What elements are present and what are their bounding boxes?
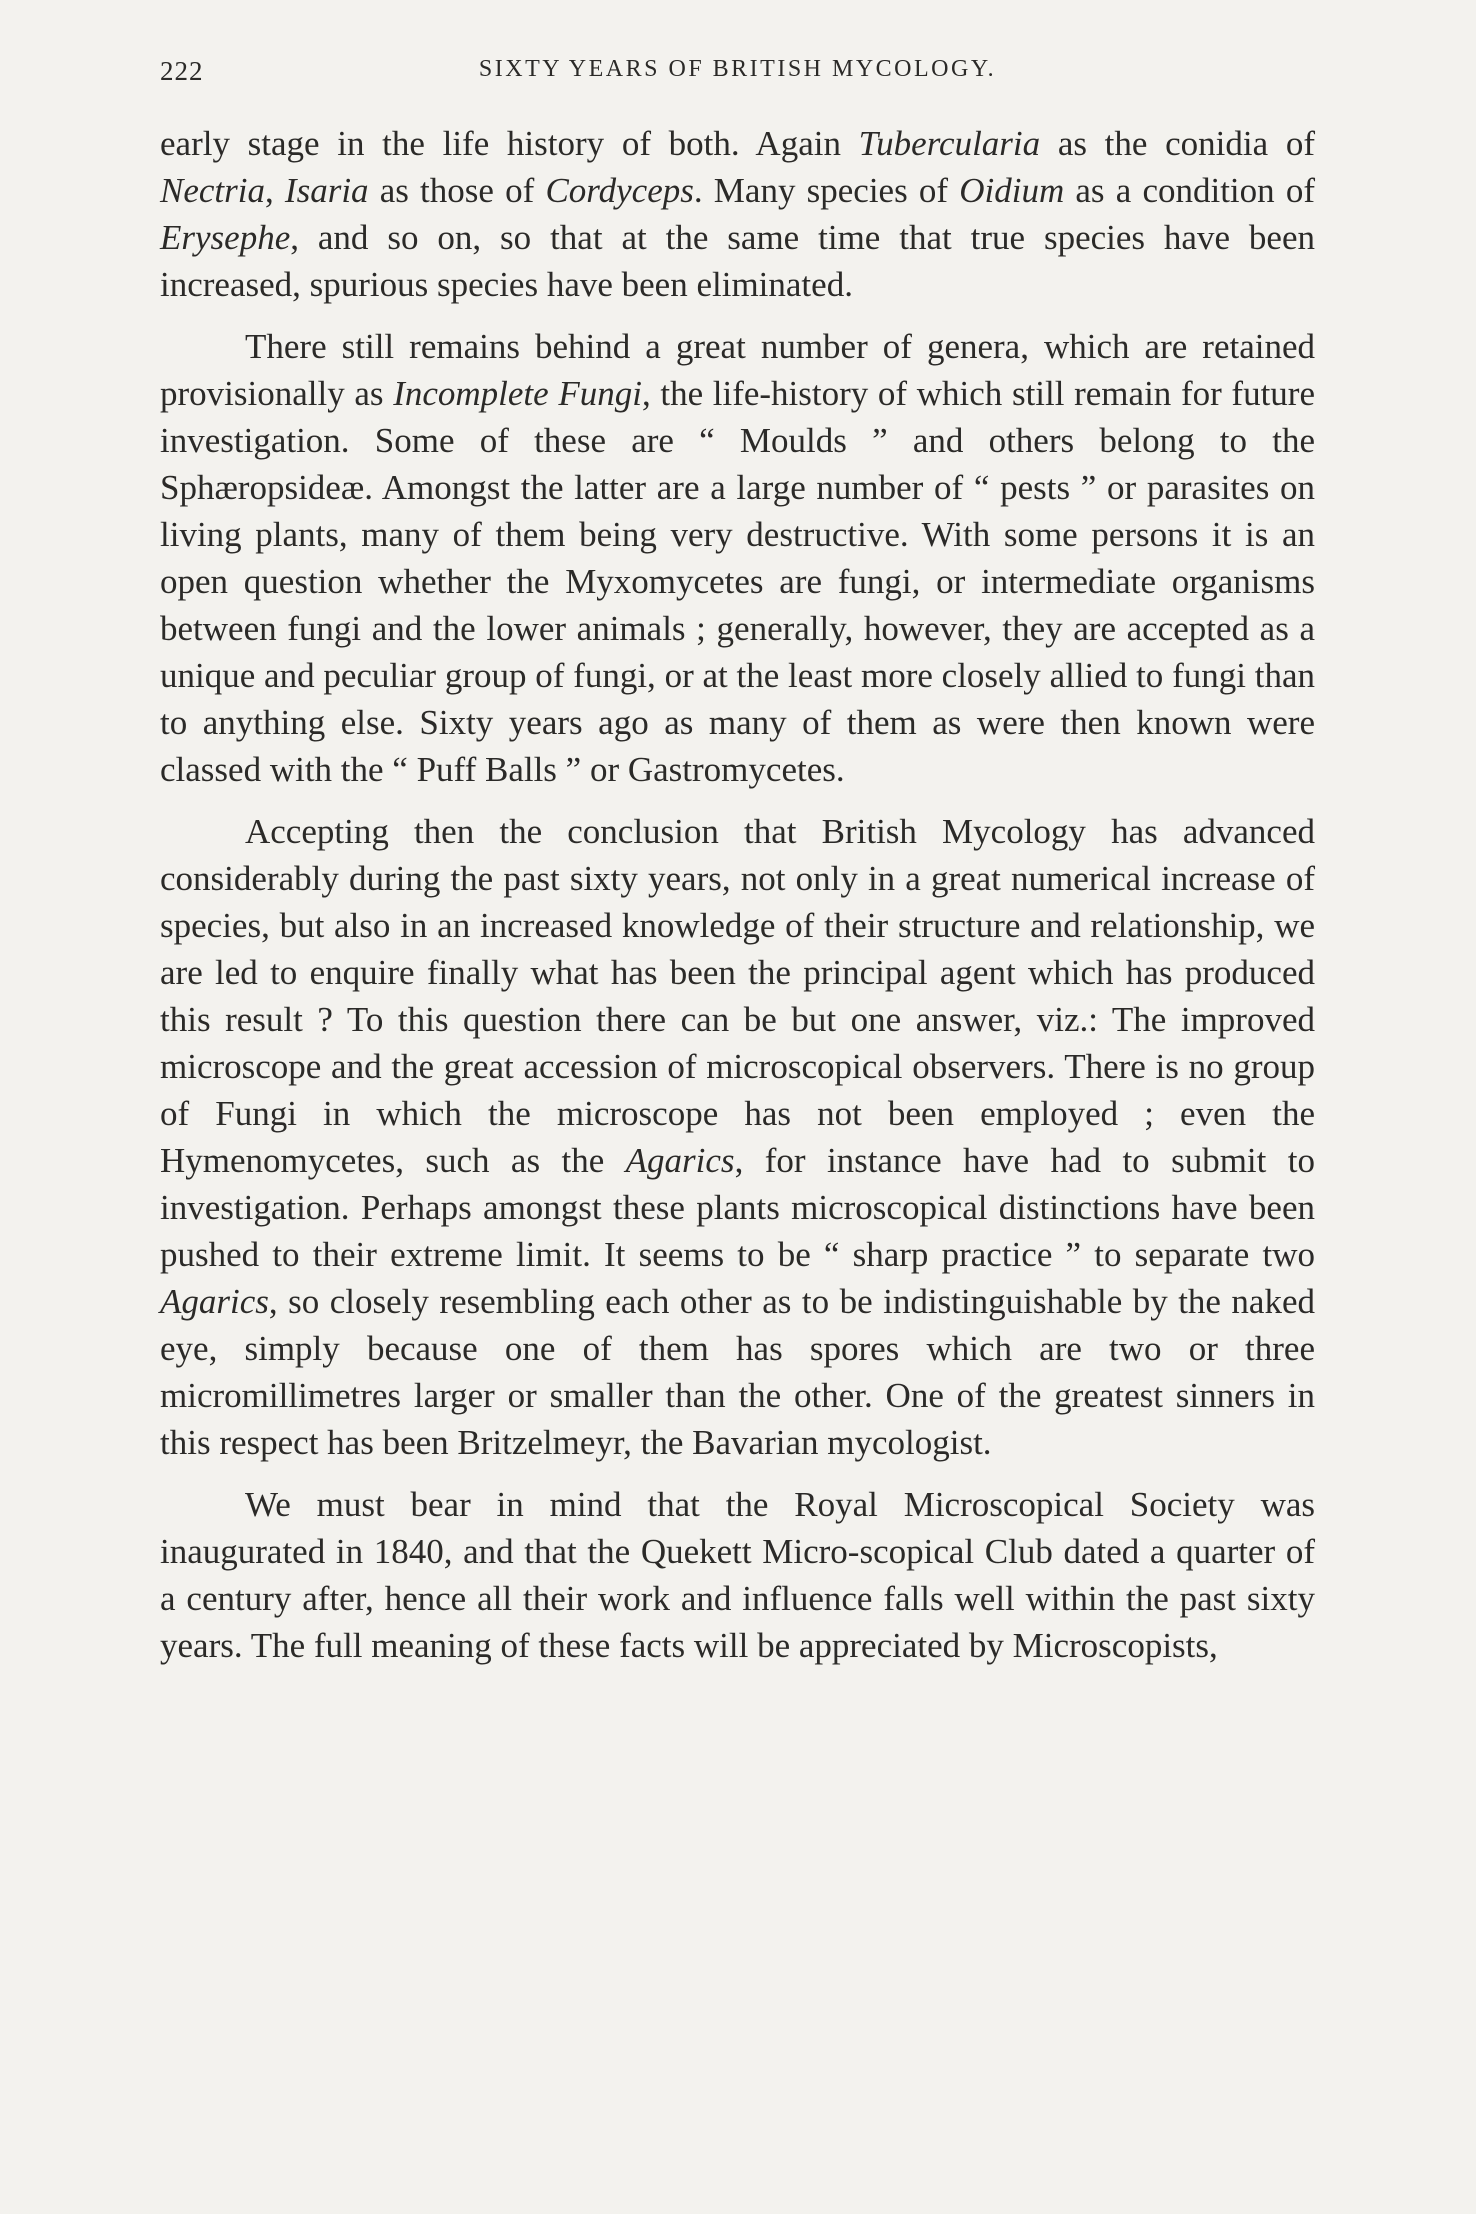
page-number: 222 [160, 56, 204, 86]
italic-text: Erysephe [160, 218, 291, 257]
italic-text: Incomplete Fungi [393, 374, 642, 413]
text-run: as a condition of [1064, 171, 1315, 210]
text-run: . Many species of [693, 171, 960, 210]
body-text [160, 120, 1315, 1669]
text-run: , so closely resembling each other as to be indistinguishable by the naked eye, simply because one of them has spores which are two or three micromillimetres larger or smaller than the other. One of the greatest sinners in this respect has been Britzelmeyr, the Bavarian mycologist. [160, 1282, 1315, 1462]
italic-text: Cordyceps [545, 171, 694, 210]
text-run: We must bear in mind that the Royal Microscopical Society was inaugurated in 1840, and that the Quekett Micro-scopical Club dated a quarter of a century after, hence all their work and influence falls well within the past sixty years. The full meaning of these facts will be appreciated by Microscopists, [160, 1485, 1315, 1665]
paragraph [160, 120, 1315, 308]
text-run: , the life-history of which still remain for future investigation. Some of these are “ Moulds ” and others belong to the Sphæropsideæ. Amongst the latter are a large number of “ pests ” or parasites on living plants, many of them being very destructive. With some persons it is an open question whether the Myxomycetes are fungi, or intermediate organisms between fungi and the lower animals ; generally, however, they are accepted as a unique and peculiar group of fungi, or at the least more closely allied to fungi than to anything else. Sixty years ago as many of them as were then known were classed with the “ Puff Balls ” or Gastromycetes. [160, 374, 1315, 789]
italic-text: Tubercularia [858, 124, 1041, 163]
text-run: as the conidia of [1040, 124, 1315, 163]
running-title: SIXTY YEARS OF BRITISH MYCOLOGY. [478, 56, 997, 82]
text-run: There still remains behind a great number of genera, which are retained provisionally as [160, 327, 1315, 413]
page-header [160, 56, 1315, 92]
italic-text: Nectria [160, 171, 265, 210]
paragraph [160, 808, 1315, 1466]
text-run: , for instance have had to submit to investigation. Perhaps amongst these plants microscopical distinctions have been pushed to their extreme limit. It seems to be “ sharp practice ” to separate two [160, 1141, 1315, 1274]
text-run: as those of [368, 171, 546, 210]
text-run: , [264, 171, 285, 210]
italic-text: Agarics [625, 1141, 735, 1180]
text-run: early stage in the life history of both. Again [160, 124, 859, 163]
italic-text: Oidium [959, 171, 1065, 210]
italic-text: Isaria [284, 171, 369, 210]
text-run: Accepting then the conclusion that British Mycology has advanced considerably during the past sixty years, not only in a great numerical increase of species, but also in an increased knowledge of their structure and relationship, we are led to enquire finally what has been the principal agent which has produced this result ? To this question there can be but one answer, viz.: The improved microscope and the great accession of microscopical observers. There is no group of Fungi in which the microscope has not been employed ; even the Hymenomycetes, such as the [160, 812, 1315, 1180]
italic-text: Agarics [160, 1282, 269, 1321]
text-run: , and so on, so that at the same time that true species have been increased, spurious species have been eliminated. [160, 218, 1315, 304]
paragraph [160, 323, 1315, 793]
paragraph [160, 1481, 1315, 1669]
